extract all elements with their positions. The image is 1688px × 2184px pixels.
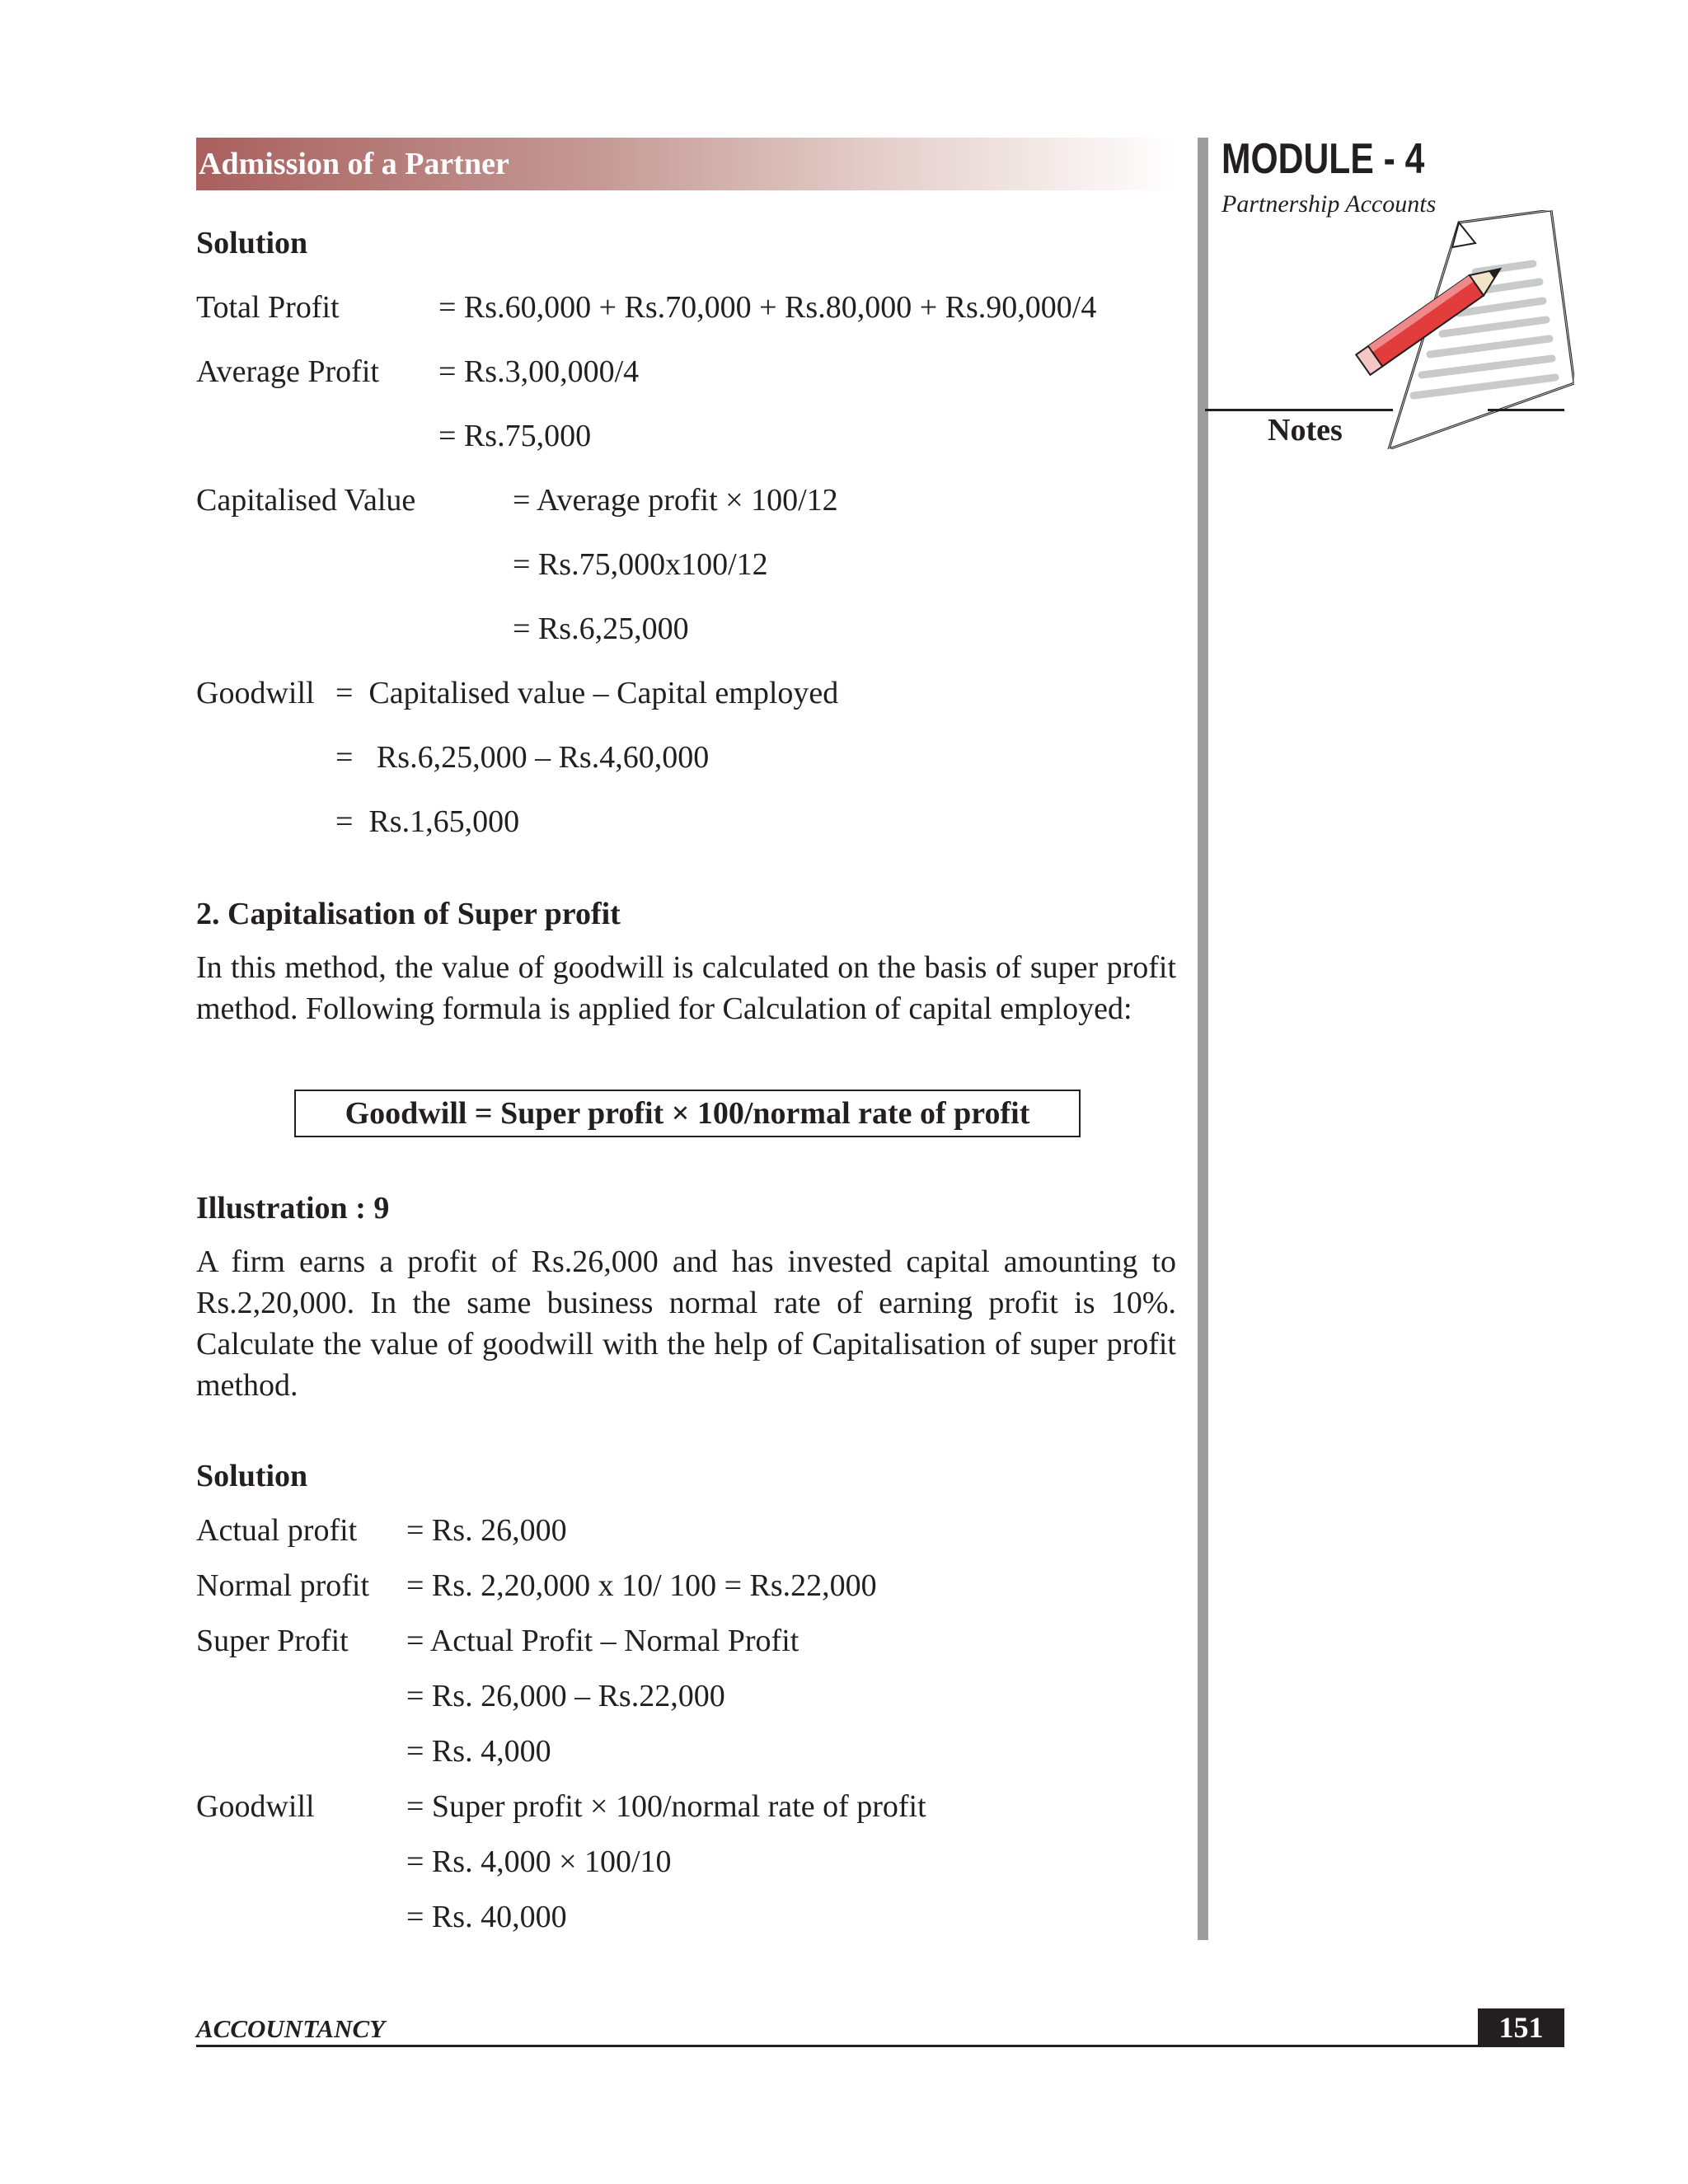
calc-value: = Average profit × 100/12 [513, 483, 838, 518]
calc-value: = Rs.1,65,000 [335, 804, 520, 839]
calc-label: Actual profit [196, 1513, 358, 1548]
calc-value: = Rs. 40,000 [406, 1900, 567, 1934]
calc-label: Normal profit [196, 1568, 370, 1603]
calc-label: Capitalised Value [196, 483, 416, 518]
footer-rule [196, 2045, 1564, 2047]
formula-text: Goodwill = Super profit × 100/normal rate of profit [345, 1096, 1030, 1131]
calc-value: = Actual Profit – Normal Profit [406, 1624, 799, 1658]
calc-label: Average Profit [196, 354, 379, 389]
notes-rule-right [1488, 409, 1564, 411]
calc-value: = Rs. 4,000 × 100/10 [406, 1844, 672, 1879]
calc-value: = Rs.60,000 + Rs.70,000 + Rs.80,000 + Rs.90,000/4 [438, 290, 1097, 325]
notes-pencil-icon [1352, 210, 1574, 449]
calc-value: = Rs.75,000x100/12 [513, 547, 768, 582]
illustration-paragraph: A firm earns a profit of Rs.26,000 and has invested capital amounting to Rs.2,20,000. In the same business normal rate of earning profit is 10%. Calculate the value of goodwill with the help of Capitalisation of super profit method. [196, 1244, 1176, 1403]
section-heading: 2. Capitalisation of Super profit [196, 897, 621, 931]
calc-value: = Rs. 4,000 [406, 1734, 551, 1769]
chapter-title: Admission of a Partner [199, 147, 509, 181]
module-subtitle: Partnership Accounts [1221, 190, 1437, 218]
calc-value: = Rs. 2,20,000 x 10/ 100 = Rs.22,000 [406, 1568, 877, 1603]
solution-heading: Solution [196, 226, 308, 260]
calc-value: = Rs.6,25,000 [513, 612, 689, 646]
calc-value: = Rs.75,000 [438, 419, 592, 453]
page-number: 151 [1498, 2011, 1544, 2044]
calc-value: = Super profit × 100/normal rate of profit [406, 1789, 926, 1824]
module-title: MODULE - 4 [1221, 135, 1425, 183]
calc-label: Total Profit [196, 290, 340, 325]
page-number-badge [1478, 2008, 1564, 2046]
calc-label: Goodwill [196, 1789, 315, 1824]
formula-box [294, 1090, 1081, 1137]
footer-subject: ACCOUNTANCY [196, 2014, 386, 2043]
calc-value: = Rs.3,00,000/4 [438, 354, 640, 389]
calc-label: Goodwill [196, 676, 315, 710]
illustration-heading: Illustration : 9 [196, 1191, 390, 1226]
calc-value: = Rs.6,25,000 – Rs.4,60,000 [335, 740, 710, 775]
section-paragraph: In this method, the value of goodwill is calculated on the basis of super profit method. Following formula is applied for Calculation of capital employed: [196, 950, 1176, 1026]
calc-value: = Rs. 26,000 – Rs.22,000 [406, 1679, 725, 1713]
calc-label: Super Profit [196, 1624, 349, 1658]
calc-value: = Rs. 26,000 [406, 1513, 567, 1548]
solution-heading: Solution [196, 1459, 308, 1493]
notes-label: Notes [1268, 413, 1343, 448]
calc-value: = Capitalised value – Capital employed [335, 676, 839, 710]
